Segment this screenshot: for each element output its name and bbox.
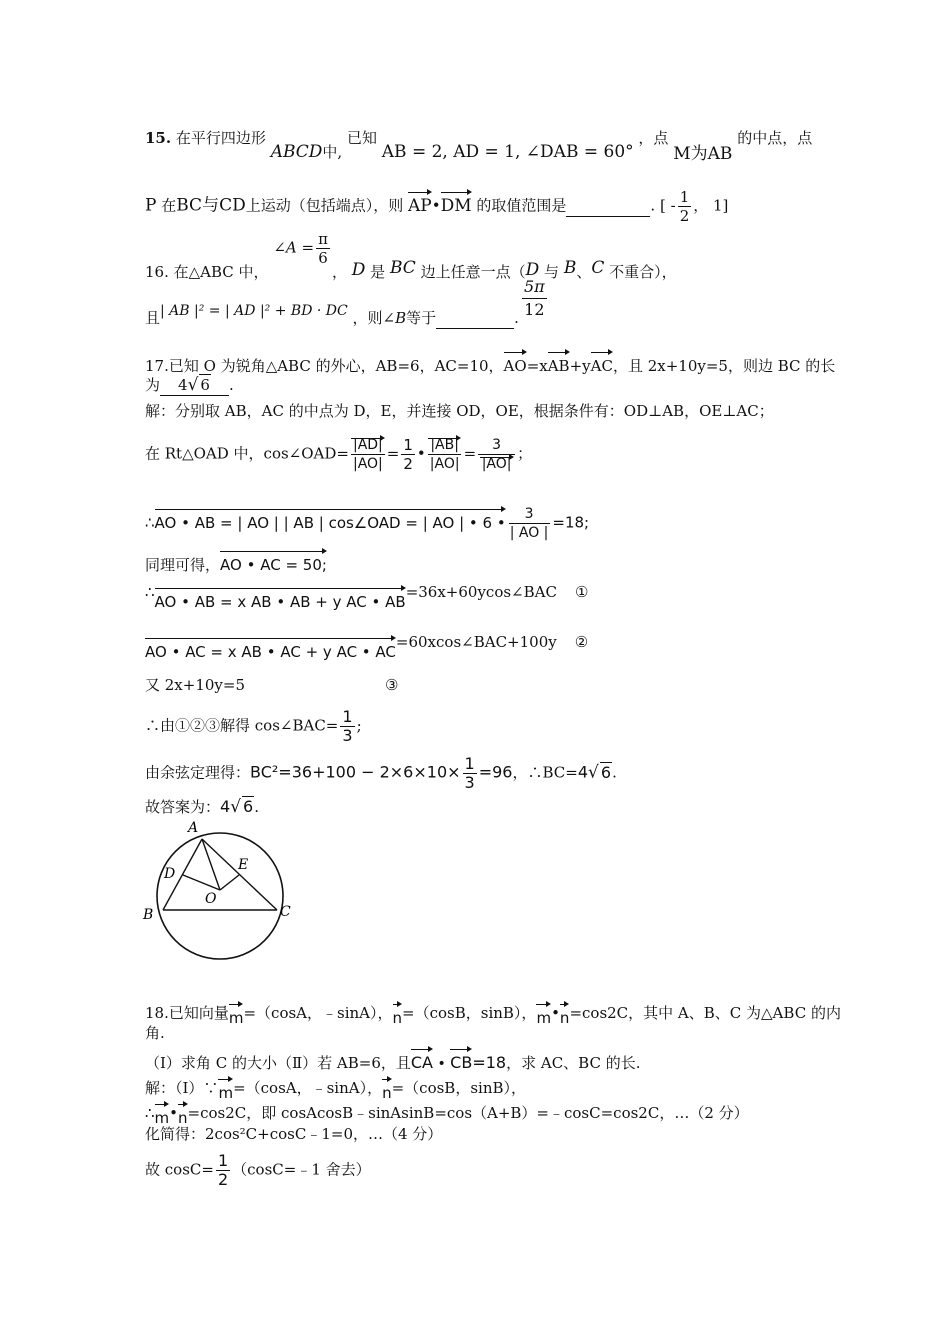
q15-line1 [145, 128, 813, 164]
q16-answer [520, 276, 549, 321]
q17-frac-half-num: 1 [403, 436, 413, 454]
q16-text10: . [514, 309, 519, 327]
q15-number: 15. [145, 129, 172, 147]
q15-text4: ，点 [638, 129, 669, 147]
q17-text12-end: . [254, 798, 260, 816]
q16-text5: 、 [576, 262, 592, 281]
q18-text1d: =cos2C，其中 A、B、C 为△ABC 的内 [569, 1004, 841, 1022]
q16-line2 [145, 300, 519, 327]
q16-line1 [145, 230, 677, 281]
q17-solution-line10 [145, 708, 362, 745]
q17-text11-eq: =96 [478, 762, 513, 782]
label-d: D [164, 866, 176, 882]
q18-text4c: =（cosB，sinB）， [391, 1079, 527, 1097]
q17-line1 [145, 350, 835, 376]
q15-abcd: ABCD [270, 142, 323, 162]
q18-line5 [145, 1097, 749, 1127]
q17-final-rad: 6 [243, 797, 254, 816]
q18-text3-eq: =18 [472, 1053, 507, 1072]
q15-bccd: BC与CD [176, 195, 246, 216]
q17-solution-line11: 由余弦定理得：BC²=36+100 − 2×6×10× $\frac{1}{3}$ =96，∴BC=4√ 6. [145, 754, 617, 792]
q17-text8-expr: AO • AC = x AB • AC + y AC • AC [145, 636, 396, 662]
q18-vec-m3: m [218, 1077, 233, 1103]
q15-answer-post: ， 1] [693, 196, 729, 215]
q15-text8: 的取值范围是 [476, 196, 567, 215]
q16-six: 6 [318, 249, 328, 267]
q18-frac7-den: 2 [217, 1170, 229, 1189]
q15-text6: 在 [161, 196, 177, 215]
q18-text5b: =cos2C，即 cosAcosB﹣sinAsinB=cos（A+B）=﹣cosC=cos2C，…（2 分） [187, 1104, 749, 1122]
q15-vec-ap: AP [408, 190, 432, 216]
q17-text7b: =36x+60ycos∠BAC [405, 583, 557, 601]
q18-dot2: • [169, 1104, 179, 1122]
q17-frac-ao: |AO| [352, 456, 383, 472]
q16-text7: 且 [145, 309, 161, 327]
q17-eqx: =x [526, 357, 548, 375]
q16-text9: 等于 [406, 309, 437, 327]
q16-d: D [351, 259, 366, 280]
q17-bc-rad: 6 [600, 762, 612, 782]
q18-vec-n: n [393, 1002, 403, 1028]
q17-answer-coef: 4 [178, 376, 188, 394]
q17-line2 [145, 374, 234, 396]
q18-text3b: ，求 AC、BC 的长. [506, 1054, 641, 1072]
q17-text5-end: =18; [552, 513, 590, 532]
q18-text1c: =（cosB，sinB）， [402, 1004, 537, 1022]
q18-line6: 化简得：2cos²C+cosC﹣1=0，…（4 分） [145, 1125, 443, 1143]
q17-text4-eq2: = [463, 444, 477, 463]
q16-equation: | AB |² = | AD |² + BD · DC [160, 303, 348, 319]
q17-text7a: ∴ [145, 583, 155, 601]
circumcircle-figure [135, 815, 305, 965]
q16-angle-b: ∠B [382, 309, 407, 327]
q17-text2b: . [228, 376, 234, 394]
q15-answer-blank [566, 196, 650, 217]
q17-vec-ab: AB [548, 350, 570, 376]
q16-text8: ，则 [352, 309, 383, 327]
q17-text1b: ，且 2x+10y=5，则边 BC 的长 [612, 357, 836, 375]
q17-text4-end: ； [517, 444, 533, 463]
q17-frac10-den: 3 [342, 726, 353, 745]
q18-text7a: 故 cosC= [145, 1160, 214, 1179]
q17-frac11-den: 3 [464, 773, 475, 792]
q17-text6a: 同理可得， [145, 556, 221, 574]
q18-text4a: 解：（Ⅰ）∵ [145, 1079, 219, 1097]
q17-text4-dot: • [416, 444, 426, 463]
q16-text6: 不重合）， [609, 262, 677, 281]
q17-frac5-den: | AO | [509, 525, 549, 541]
q17-text9a: 又 2x+10y=5 [145, 676, 246, 694]
q17-text4a: 在 Rt△OAD 中，cos∠OAD= [145, 444, 349, 463]
q18-vec-m2: m [536, 1002, 551, 1028]
q16-answer-den: 12 [524, 300, 545, 319]
q17-answer-rad: 6 [200, 376, 210, 394]
label-b: B [143, 907, 154, 923]
q18-text1a: 18.已知向量 [145, 1004, 229, 1022]
q17-solution-line12: 故答案为：4√ 6. [145, 797, 260, 817]
q16-bc: BC [389, 257, 416, 278]
q17-frac-ao3: |AO| [481, 456, 512, 472]
q17-text1a: 17.已知 O 为锐角△ABC 的外心，AB=6，AC=10， [145, 357, 504, 375]
q18-vec-m4: m [155, 1102, 170, 1128]
q18-line4 [145, 1072, 527, 1102]
q17-text11a: 由余弦定理得： [145, 763, 251, 782]
q18-vec-ca: CA [411, 1047, 433, 1073]
q17-frac5-num: 3 [509, 505, 550, 524]
q17-frac-ad-ao [351, 436, 385, 473]
q16-text3: 边上任意一点（ [420, 262, 526, 281]
q17-mark3: ③ [385, 676, 399, 694]
q15-text7: 上运动（包括端点），则 [245, 196, 404, 215]
q17-vec-ac: AC [591, 350, 613, 376]
q17-frac-ab: |AB| [430, 437, 459, 453]
q17-answer: 4√ 6 [160, 374, 229, 396]
q18-vec-n2: n [560, 1002, 570, 1028]
q17-frac10-num: 1 [342, 707, 353, 726]
q15-text3: 已知 [346, 129, 377, 147]
q15-answer-fraction [678, 188, 692, 225]
q18-dot1: • [551, 1004, 560, 1022]
q17-frac10 [340, 708, 354, 745]
q17-text11-expr: BC²=36+100 − 2×6×10× [250, 762, 461, 782]
q16-comma: ， [331, 262, 347, 281]
label-o: O [205, 891, 217, 907]
q17-solution-line5 [145, 505, 589, 542]
q17-text10a: ∴由①②③解得 cos∠BAC= [145, 716, 339, 735]
q15-vec-dm: DM [441, 190, 472, 216]
q15-text9: . [650, 196, 656, 215]
q15-answer-pre: [ - [659, 196, 676, 215]
q16-c: C [591, 257, 605, 278]
q15-midpoint: M为AB [673, 144, 733, 164]
q17-frac-ao2: |AO| [429, 456, 460, 472]
q16-d2: D [525, 259, 540, 280]
q18-frac7-num: 1 [217, 1151, 229, 1170]
q17-frac11-num: 1 [464, 754, 475, 773]
q17-frac-half [401, 436, 415, 473]
q17-solution-line6 [145, 549, 327, 575]
q18-text1b: =（cosA，﹣sinA）， [243, 1004, 393, 1022]
q18-line2: 角. [145, 1024, 165, 1042]
q17-text6-expr: AO • AC = 50; [220, 549, 327, 575]
q17-text8b: =60xcos∠BAC+100y [395, 633, 557, 651]
q17-frac5 [508, 505, 551, 542]
q15-answer-den: 2 [679, 207, 690, 225]
q17-final-coef: 4 [220, 797, 231, 816]
q18-vec-m: m [229, 1002, 244, 1028]
q16-text1: 在△ABC 中， [173, 262, 269, 281]
q17-mark2: ② [574, 633, 589, 651]
q16-b: B [563, 257, 577, 278]
q16-answer-num: 5π [522, 276, 547, 299]
q16-number: 16. [145, 262, 169, 281]
q17-frac-half-den: 2 [403, 455, 413, 473]
q17-frac-ab-ao [428, 436, 462, 473]
q18-vec-n4: n [178, 1102, 188, 1128]
q17-bc-coef: 4 [577, 762, 589, 782]
q17-text5-expr: AO • AB = | AO | | AB | cos∠OAD = | AO | • 6 • [155, 507, 506, 533]
q17-solution-line9 [145, 675, 398, 695]
q17-text5a: ∴ [145, 513, 155, 532]
q17-plusy: +y [569, 357, 591, 375]
q18-text3a: （Ⅰ）求角 C 的大小（Ⅱ）若 AB=6，且 [145, 1054, 411, 1072]
q16-pi: π [318, 230, 328, 248]
q18-vec-cb: CB [450, 1047, 472, 1073]
q18-text5a: ∴ [145, 1104, 155, 1122]
q15-dot: • [431, 196, 441, 215]
q17-text10-end: ; [356, 716, 362, 735]
q16-answer-blank [436, 308, 514, 329]
label-c: C [280, 904, 291, 920]
segment-oe [220, 875, 239, 890]
circumcircle [157, 833, 283, 959]
q17-solution-line3: 解：分别取 AB，AC 的中点为 D，E，并连接 OD，OE，根据条件有：OD⊥AB，OE⊥AC； [145, 402, 774, 420]
label-e: E [238, 857, 249, 873]
q17-frac-ad: |AD| [352, 437, 383, 453]
q17-text2a: 为 [145, 376, 161, 394]
q17-solution-line4 [145, 436, 532, 473]
q15-condition: AB = 2, AD = 1, ∠DAB = 60° [381, 142, 634, 162]
q18-frac7 [216, 1152, 230, 1189]
q17-frac-3: 3 [478, 436, 515, 455]
q17-text11b: ，∴BC= [512, 763, 578, 782]
q15-text2: 中, [322, 143, 343, 161]
q16-text2: 是 [370, 262, 386, 281]
q17-solution-line8 [145, 626, 589, 661]
label-a: A [188, 820, 199, 836]
q17-solution-line7 [145, 576, 589, 611]
q15-p: P [145, 195, 157, 216]
q15-line2 [145, 188, 728, 225]
q16-angle-a: ∠A = [273, 238, 315, 257]
q16-text4: 与 [544, 262, 560, 281]
q17-text7-expr: AO • AB = x AB • AB + y AC • AB [155, 586, 406, 612]
segment-od [183, 875, 220, 890]
q17-text4-eq: = [386, 444, 400, 463]
q17-vec-ao: AO [504, 350, 527, 376]
q17-mark1: ① [574, 583, 589, 601]
q18-line3: （Ⅰ）求角 C 的大小（Ⅱ）若 AB=6，且CA • CB=18，求 AC、BC 的长. [145, 1047, 641, 1074]
q18-text7b: （cosC=﹣1 舍去） [232, 1160, 371, 1179]
q17-text11-end: . [612, 763, 617, 782]
q17-text12a: 故答案为： [145, 798, 221, 816]
q17-frac11 [463, 755, 477, 792]
q15-text5: 的中点，点 [737, 129, 813, 147]
q16-angle-fraction [316, 230, 330, 267]
q18-line7 [145, 1152, 371, 1189]
q18-line1 [145, 997, 841, 1027]
q16-answer-fraction [522, 276, 547, 321]
q15-answer-num: 1 [679, 188, 690, 206]
q15-text1: 在平行四边形 [175, 129, 266, 147]
q18-vec-n3: n [382, 1077, 392, 1103]
q18-text4b: =（cosA，﹣sinA）， [233, 1079, 383, 1097]
q17-frac-3-ao [478, 436, 515, 473]
